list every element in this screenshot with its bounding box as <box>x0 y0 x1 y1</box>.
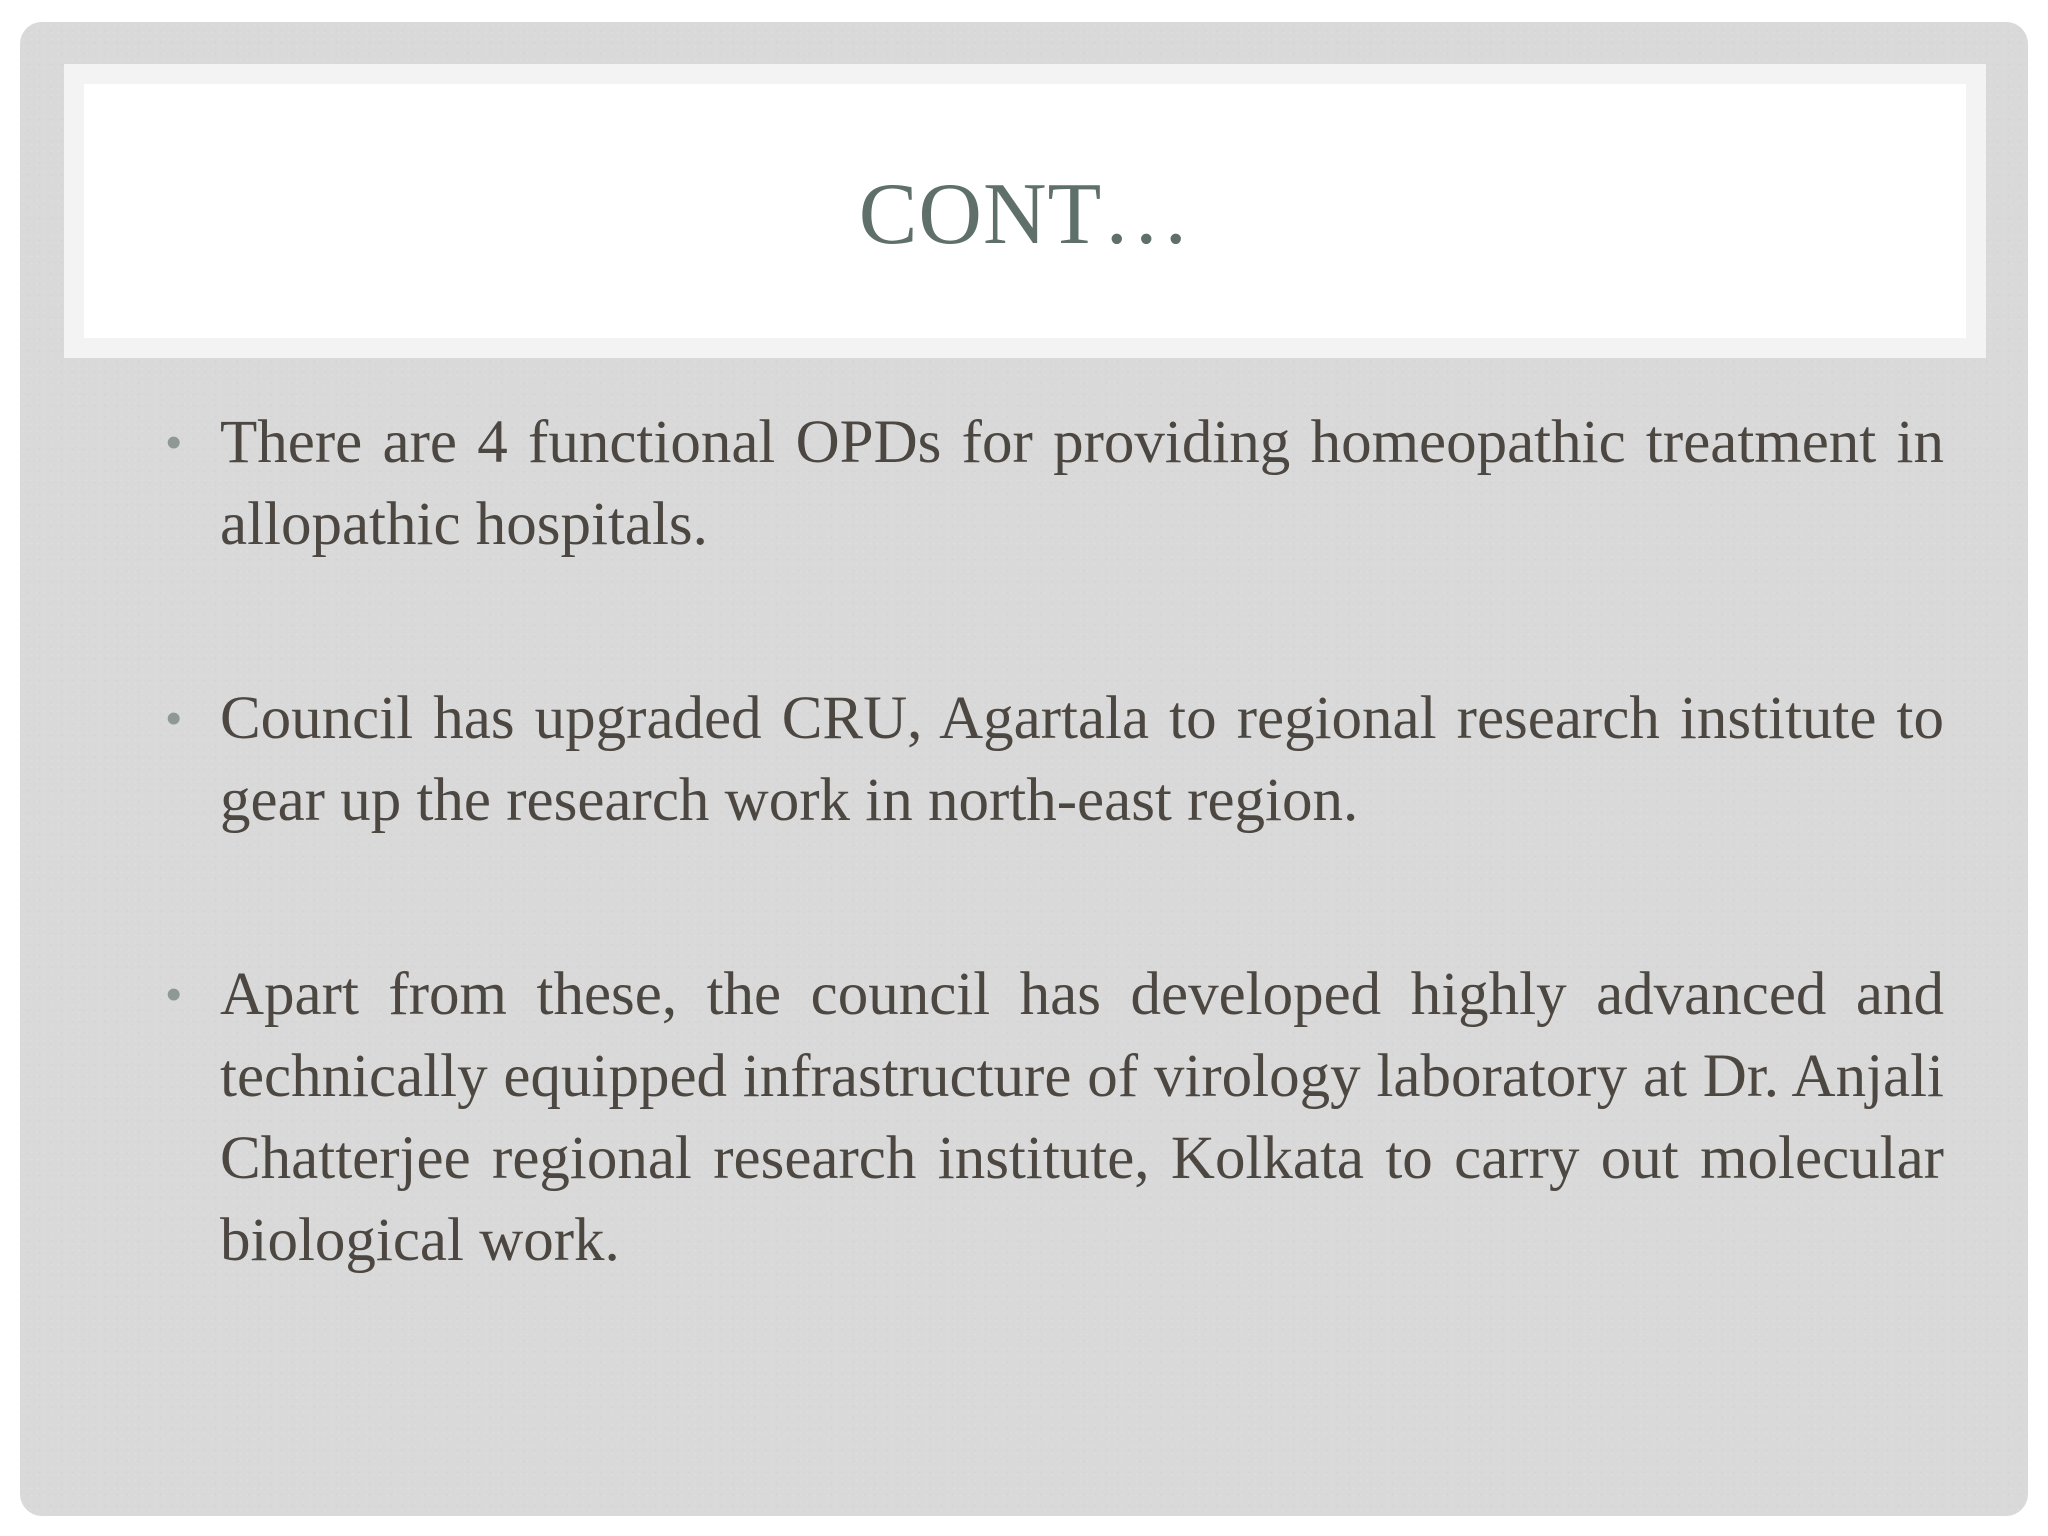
bullet-dot-icon: • <box>166 418 182 467</box>
title-box <box>84 84 1966 338</box>
bullet-text: Council has upgraded CRU, Agartala to regional research institute to gear up the research work in north-east region. <box>220 685 1944 834</box>
bullet-item <box>152 954 1944 1282</box>
bullet-list <box>152 402 1944 1394</box>
slide-title: CONT… <box>858 165 1192 263</box>
slide <box>20 22 2028 1516</box>
bullet-dot-icon: • <box>166 694 182 743</box>
bullet-text: There are 4 functional OPDs for providing homeopathic treatment in allopathic hospitals. <box>220 409 1944 558</box>
bullet-item <box>152 402 1944 566</box>
bullet-text: Apart from these, the council has developed highly advanced and technically equipped infrastructure of virology laboratory at Dr. Anjali Chatterjee regional research institute, Kolkata to carry out molecular biological work. <box>220 961 1944 1274</box>
bullet-item <box>152 678 1944 842</box>
title-frame <box>64 64 1986 358</box>
bullet-dot-icon: • <box>166 970 182 1019</box>
